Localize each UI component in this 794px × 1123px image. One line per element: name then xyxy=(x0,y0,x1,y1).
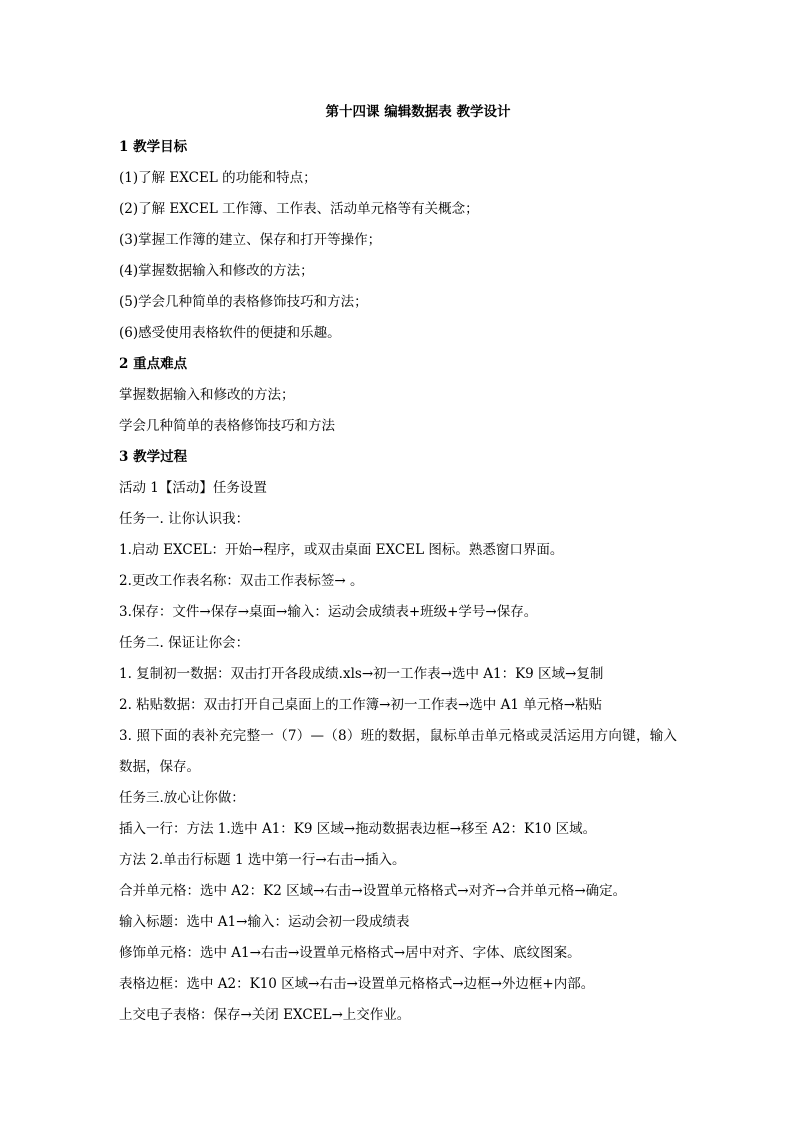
section-heading: 1 教学目标 xyxy=(119,139,188,155)
paragraph-line: 学会几种简单的表格修饰技巧和方法 xyxy=(119,418,335,434)
paragraph-line: 表格边框：选中 A2：K10 区域→右击→设置单元格格式→边框→外边框+内部。 xyxy=(119,976,595,992)
document-page xyxy=(119,102,679,1031)
paragraph-line: 任务一. 让你认识我： xyxy=(119,511,250,527)
paragraph-line: 2. 粘贴数据：双击打开自己桌面上的工作簿→初一工作表→选中 A1 单元格→粘贴 xyxy=(119,697,603,713)
paragraph-line: 合并单元格：选中 A2：K2 区域→右击→设置单元格格式→对齐→合并单元格→确定。 xyxy=(119,883,627,899)
paragraph-line: 1.启动 EXCEL：开始→程序，或双击桌面 EXCEL 图标。熟悉窗口界面。 xyxy=(119,542,564,558)
paragraph-line: (4)掌握数据输入和修改的方法； xyxy=(119,263,314,279)
paragraph-line: (1)了解 EXCEL 的功能和特点； xyxy=(119,170,317,186)
paragraph-line: (3)掌握工作簿的建立、保存和打开等操作； xyxy=(119,232,382,248)
paragraph-line: 上交电子表格：保存→关闭 EXCEL→上交作业。 xyxy=(119,1007,411,1023)
paragraph-line: 1. 复制初一数据：双击打开各段成绩.xls→初一工作表→选中 A1：K9 区域→复制 xyxy=(119,666,604,682)
paragraph-line: 插入一行：方法 1.选中 A1：K9 区域→拖动数据表边框→移至 A2：K10 区域。 xyxy=(119,821,597,837)
paragraph-line: 活动 1【活动】任务设置 xyxy=(119,480,267,496)
paragraph-line: 掌握数据输入和修改的方法； xyxy=(119,387,295,403)
section-heading: 2 重点难点 xyxy=(119,356,188,372)
section-heading: 3 教学过程 xyxy=(119,449,188,465)
paragraph-line: 任务二. 保证让你会： xyxy=(119,635,250,651)
document-body xyxy=(119,132,679,1031)
paragraph-line: 修饰单元格：选中 A1→右击→设置单元格格式→居中对齐、字体、底纹图案。 xyxy=(119,945,581,961)
paragraph-line: 2.更改工作表名称：双击工作表标签→ 。 xyxy=(119,573,364,589)
paragraph-line: 3.保存：文件→保存→桌面→输入：运动会成绩表+班级+学号→保存。 xyxy=(119,604,538,620)
paragraph-line: (2)了解 EXCEL 工作簿、工作表、活动单元格等有关概念； xyxy=(119,201,479,217)
paragraph-line: (6)感受使用表格软件的便捷和乐趣。 xyxy=(119,325,341,341)
document-title: 第十四课 编辑数据表 教学设计 xyxy=(325,104,511,120)
paragraph-line: 方法 2.单击行标题 1 选中第一行→右击→插入。 xyxy=(119,852,406,868)
paragraph-line: 任务三.放心让你做： xyxy=(119,790,245,806)
paragraph-line: 3. 照下面的表补充完整一（7）—（8）班的数据，鼠标单击单元格或灵活运用方向键，输入数据，保存。 xyxy=(119,728,677,775)
paragraph-line: (5)学会几种简单的表格修饰技巧和方法； xyxy=(119,294,368,310)
paragraph-line: 输入标题：选中 A1→输入：运动会初一段成绩表 xyxy=(119,914,410,930)
